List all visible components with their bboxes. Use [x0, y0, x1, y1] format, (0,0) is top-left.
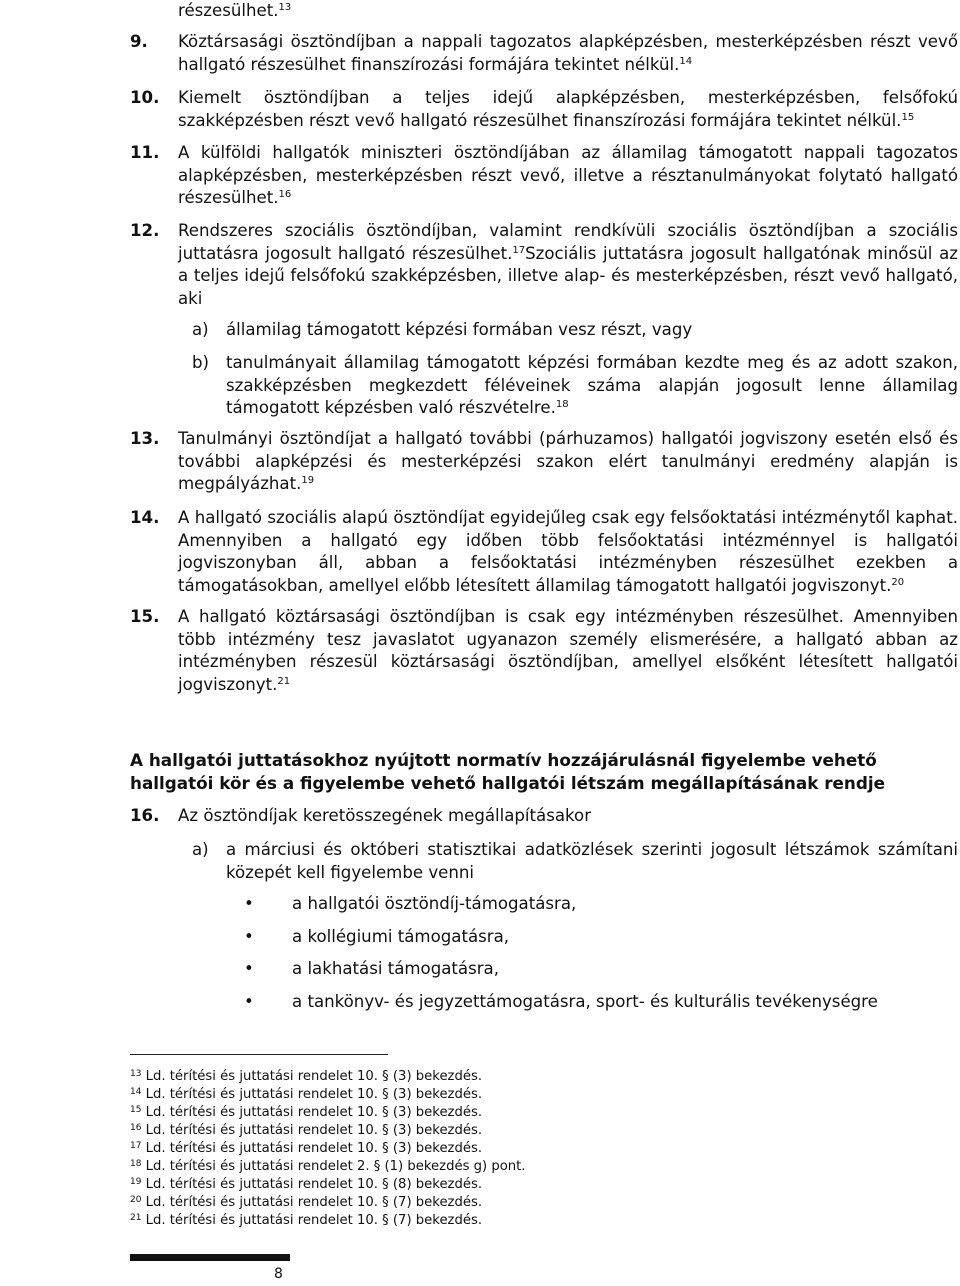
section-heading: A hallgatói juttatásokhoz nyújtott normatív hozzájárulásnál figyelembe vehető hallgatói kör és a figyelembe vehető hallgatói létszám megállapításának rendje — [130, 750, 885, 793]
footnote-ref: 15 — [901, 111, 915, 123]
footnote-ref: 18 — [555, 399, 569, 410]
item-text: A hallgató köztársasági ösztöndíjban is csak egy intézményben részesülhet. Amennyiben több intézmény tesz javaslatot ugyanazon személy elismerésére, a hallgató abban az intézményben részesül köztársasági ösztöndíjban, amellyel elsőként létesített hallgatói jogviszonyt.$^{21}$ — [178, 607, 958, 694]
item-number: 11. — [130, 143, 160, 162]
footnote-ref: 16 — [278, 189, 292, 200]
item-number: 16. — [130, 806, 160, 825]
footnote-ref: 17 — [512, 244, 526, 256]
footnote-ref: 13 — [278, 2, 292, 13]
footnote: $^{13}$ Ld. térítési és juttatási rendelet 10. § (3) bekezdés. — [130, 1069, 483, 1084]
bullet-icon: • — [244, 927, 254, 946]
footnote: $^{15}$ Ld. térítési és juttatási rendelet 10. § (3) bekezdés. — [130, 1105, 483, 1120]
footnote: $^{16}$ Ld. térítési és juttatási rendelet 10. § (3) bekezdés. — [130, 1123, 483, 1138]
sub-item-a — [192, 319, 958, 342]
bullet-item — [244, 958, 499, 980]
bullet-icon: • — [244, 992, 254, 1011]
item-text: Tanulmányi ösztöndíjat a hallgató további (párhuzamos) hallgatói jogviszony esetén első és további alapképzési és mesterképzési szakon elért tanulmányi eredmény alapján is megpályázhat.$^{19}$ — [178, 429, 958, 493]
sub-item-label: a) — [192, 840, 209, 859]
list-item-11 — [130, 142, 958, 210]
item-number: 14. — [130, 508, 160, 527]
item-number: 13. — [130, 429, 160, 448]
footnote-separator — [130, 1054, 388, 1055]
list-item-15 — [130, 606, 958, 696]
bullet-text: a tankönyv- és jegyzettámogatásra, sport- és kulturális tevékenységre — [292, 992, 878, 1011]
item-number: 9. — [130, 32, 148, 51]
sub-item-label: b) — [192, 353, 210, 372]
list-item-13 — [130, 428, 958, 496]
bullet-item — [244, 893, 576, 915]
item-number: 10. — [130, 88, 160, 107]
footnote-ref: 21 — [277, 675, 291, 687]
item-text: Az ösztöndíjak keretösszegének megállapításakor — [178, 806, 592, 825]
bullet-text: a hallgatói ösztöndíj-támogatásra, — [292, 894, 577, 913]
bullet-icon: • — [244, 959, 254, 978]
bullet-item — [244, 991, 878, 1013]
sub-item-b — [192, 352, 958, 420]
footnote: $^{19}$ Ld. térítési és juttatási rendelet 10. § (8) bekezdés. — [130, 1177, 483, 1192]
sub-item-text: a márciusi és októberi statisztikai adatközlések szerinti jogosult létszámok számítani közepét kell figyelembe venni — [226, 840, 958, 882]
list-item-16 — [130, 805, 958, 828]
item-number: 12. — [130, 221, 160, 240]
list-item-9 — [130, 31, 958, 76]
item-text: Rendszeres szociális ösztöndíjban, valamint rendkívüli szociális ösztöndíjban a szociális juttatásra jogosult hallgató részesülhet.$^{17}$Szociális juttatásra jogosult hallgatónak minősül az a teljes idejű felsőfokú szakképzésben, illetve alap- és mesterképzésben, részt vevő hallgató, aki — [178, 221, 958, 308]
sub-item-text: tanulmányait államilag támogatott képzési formában kezdte meg és az adott szakon, szakképzésben megkezdett féléveinek száma alapján jogosult lenne államilag támogatott képzésben való részvételre.$^{18}$ — [226, 353, 958, 417]
footnote: $^{21}$ Ld. térítési és juttatási rendelet 10. § (7) bekezdés. — [130, 1213, 483, 1228]
item-text: Köztársasági ösztöndíjban a nappali tagozatos alapképzésben, mesterképzésben részt vevő hallgató részesülhet finanszírozási formájára tekintet nélkül.$^{14}$ — [178, 32, 958, 74]
footnote: $^{20}$ Ld. térítési és juttatási rendelet 10. § (7) bekezdés. — [130, 1195, 483, 1210]
footer-bar — [130, 1254, 290, 1261]
footnote: $^{14}$ Ld. térítési és juttatási rendelet 10. § (3) bekezdés. — [130, 1087, 483, 1102]
sub-item-text: államilag támogatott képzési formában vesz részt, vagy — [226, 320, 693, 339]
bullet-item — [244, 926, 509, 948]
item-text: Kiemelt ösztöndíjban a teljes idejű alapképzésben, mesterképzésben, felsőfokú szakképzésben részt vevő hallgató részesülhet finanszírozási formájára tekintet nélkül.$^{15}$ — [178, 88, 958, 130]
item-text: A külföldi hallgatók miniszteri ösztöndíjában az államilag támogatott nappali tagozatos alapképzésben, mesterképzésben részt vevő, illetve a résztanulmányokat folytató hallgató részesülhet.$^{16}$ — [178, 143, 958, 207]
item-number: 15. — [130, 607, 160, 626]
sub-item-a — [192, 839, 958, 884]
footnote-ref: 20 — [891, 576, 905, 588]
sub-item-label: a) — [192, 320, 209, 339]
list-item-14 — [130, 507, 958, 597]
bullet-text: a lakhatási támogatásra, — [292, 959, 500, 978]
footnote-ref: 14 — [679, 55, 693, 67]
footnote-ref: 19 — [301, 475, 315, 486]
page-number: 8 — [274, 1266, 283, 1282]
bullet-icon: • — [244, 894, 254, 913]
list-item-12 — [130, 220, 958, 310]
footnote: $^{17}$ Ld. térítési és juttatási rendelet 10. § (3) bekezdés. — [130, 1141, 483, 1156]
footnote: $^{18}$ Ld. térítési és juttatási rendelet 2. § (1) bekezdés g) pont. — [130, 1159, 526, 1174]
continuation-line: részesülhet.$^{13}$ — [178, 1, 292, 20]
item-text: A hallgató szociális alapú ösztöndíjat egyidejűleg csak egy felsőoktatási intézménytől kaphat. Amennyiben a hallgató egy időben több felsőoktatási intézménnyel is hallgatói jogviszonyban áll, abban a felsőoktatási intézményben részesülhet ezekben a támogatásokban, amellyel előbb létesített államilag támogatott hallgatói jogviszonyt.$^{20}$ — [178, 508, 958, 595]
list-item-10 — [130, 87, 958, 132]
bullet-text: a kollégiumi támogatásra, — [292, 927, 510, 946]
